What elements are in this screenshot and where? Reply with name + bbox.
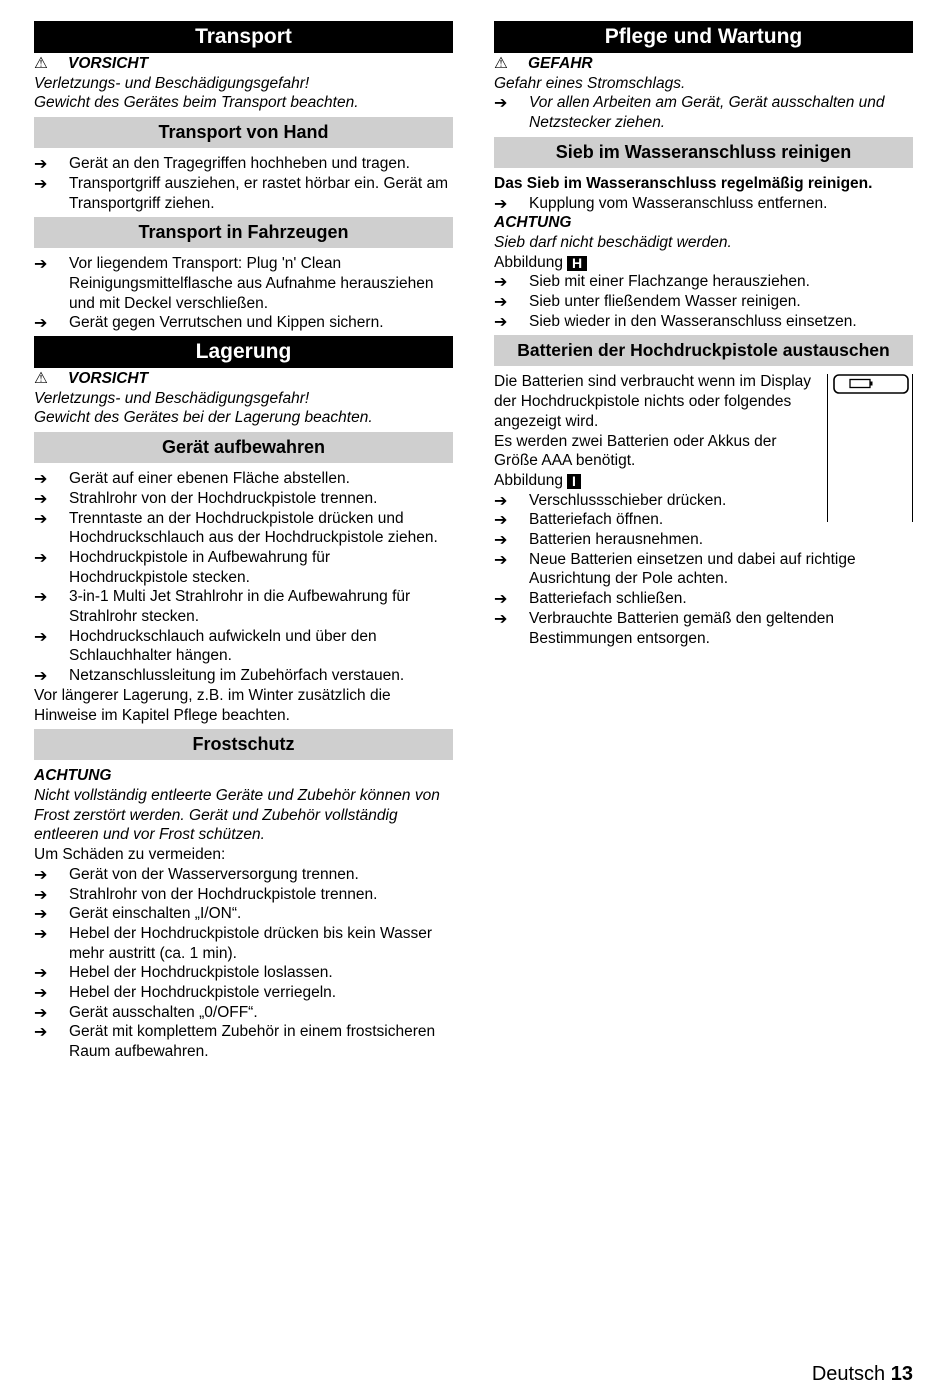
arrow-right-icon: ➔ <box>494 608 508 628</box>
list-item: ➔ Gerät gegen Verrutschen und Kippen sichern. <box>34 313 384 333</box>
arrow-right-icon: ➔ <box>494 510 508 530</box>
figure-label: I <box>567 474 581 489</box>
list-item: ➔ Hochdruckschlauch aufwickeln und über den Schlauchhalter hängen. <box>34 626 377 665</box>
arrow-right-icon: ➔ <box>34 904 48 924</box>
arrow-right-icon: ➔ <box>494 490 508 510</box>
arrow-right-icon: ➔ <box>34 963 48 983</box>
section-title-transport: Transport <box>34 21 453 53</box>
list-item: ➔ Hebel der Hochdruckpistole drücken bis kein Wasser mehr austritt (ca. 1 min). <box>34 923 432 962</box>
warning-triangle-icon: ⚠ <box>34 55 48 72</box>
list-item: ➔ Netzanschlussleitung im Zubehörfach verstauen. <box>34 666 405 686</box>
figure-reference: Abbildung I <box>494 471 913 491</box>
subsection-title-keep: Gerät aufbewahren <box>34 432 453 463</box>
arrow-right-icon: ➔ <box>494 93 508 113</box>
list-item: ➔ Sieb unter fließendem Wasser reinigen. <box>494 292 801 312</box>
figure-label: H <box>567 256 587 271</box>
arrow-right-icon: ➔ <box>34 626 48 646</box>
arrow-right-icon: ➔ <box>34 983 48 1003</box>
footer-language: Deutsch <box>811 1363 886 1385</box>
section-title-storage: Lagerung <box>34 336 453 368</box>
arrow-right-icon: ➔ <box>34 469 48 489</box>
list-item: ➔ Hochdruckpistole in Aufbewahrung für Hochdruckpistole stecken. <box>34 547 331 586</box>
danger-text: Gefahr eines Stromschlags. <box>494 74 686 92</box>
arrow-right-icon: ➔ <box>34 884 48 904</box>
attention-label: ACHTUNG <box>34 767 112 785</box>
warning-storage: ⚠ VORSICHT <box>34 370 149 388</box>
left-column <box>34 21 453 1062</box>
attention-text: Sieb darf nicht beschädigt werden. <box>494 233 732 251</box>
arrow-right-icon: ➔ <box>494 292 508 312</box>
figure-reference: Abbildung H <box>494 253 913 273</box>
empty-battery-icon <box>828 374 912 400</box>
danger-label: ⚠ GEFAHR <box>494 55 593 72</box>
arrow-right-icon: ➔ <box>34 864 48 884</box>
warning-text: Gewicht des Gerätes bei der Lagerung beachten. <box>34 409 373 427</box>
warning-text: Verletzungs- und Beschädigungsgefahr! <box>34 389 310 407</box>
frost-intro: Um Schäden zu vermeiden: <box>34 846 226 864</box>
list-item: ➔ Gerät an den Tragegriffen hochheben und tragen. <box>34 154 410 174</box>
arrow-right-icon: ➔ <box>34 508 48 528</box>
arrow-right-icon: ➔ <box>34 666 48 686</box>
arrow-right-icon: ➔ <box>494 530 508 550</box>
list-item: ➔ Gerät ausschalten „0/OFF“. <box>34 1002 258 1022</box>
subsection-title-by-hand: Transport von Hand <box>34 117 453 148</box>
list-item: ➔ Gerät einschalten „I/ON“. <box>34 904 242 924</box>
subsection-title-frost: Frostschutz <box>34 729 453 760</box>
arrow-right-icon: ➔ <box>34 587 48 607</box>
attention-label: ACHTUNG <box>494 214 572 232</box>
battery-text: Die Batterien sind verbraucht wenn im Display der Hochdruckpistole nichts oder folgendes angezeigt wird. <box>494 373 812 430</box>
warning-triangle-icon: ⚠ <box>34 370 48 388</box>
list-item: ➔ Transportgriff ausziehen, er rastet hörbar ein. Gerät am Transportgriff ziehen. <box>34 173 449 212</box>
warning-text: Verletzungs- und Beschädigungsgefahr! <box>34 74 310 92</box>
list-item: ➔ Vor liegendem Transport: Plug 'n' Clean Reinigungsmittelflasche aus Aufnahme herausziehen und mit Deckel verschließen. <box>34 254 434 312</box>
list-item: ➔ Trenntaste an der Hochdruckpistole drücken und Hochdruckschlauch aus der Hochdruckpistole ziehen. <box>34 508 438 547</box>
subsection-title-batteries: Batterien der Hochdruckpistole austauschen <box>494 335 913 366</box>
arrow-right-icon: ➔ <box>494 272 508 292</box>
list-item: ➔ Strahlrohr von der Hochdruckpistole trennen. <box>34 884 378 904</box>
warning-text: Gewicht des Gerätes beim Transport beachten. <box>34 94 359 112</box>
arrow-right-icon: ➔ <box>34 488 48 508</box>
list-item: ➔ Gerät mit komplettem Zubehör in einem frostsicheren Raum aufbewahren. <box>34 1022 436 1061</box>
list-item: ➔ 3-in-1 Multi Jet Strahlrohr in die Aufbewahrung für Strahlrohr stecken. <box>34 587 411 626</box>
arrow-right-icon: ➔ <box>494 193 508 213</box>
right-column <box>494 21 913 648</box>
warning-triangle-icon: ⚠ <box>494 55 508 72</box>
list-item: ➔ Vor allen Arbeiten am Gerät, Gerät ausschalten und Netzstecker ziehen. <box>494 93 885 132</box>
storage-note: Vor längerer Lagerung, z.B. im Winter zusätzlich die Hinweise im Kapitel Pflege beachten. <box>34 686 391 724</box>
arrow-right-icon: ➔ <box>34 1022 48 1042</box>
arrow-right-icon: ➔ <box>34 173 48 193</box>
list-item: ➔ Strahlrohr von der Hochdruckpistole trennen. <box>34 488 378 508</box>
list-item: ➔ Verbrauchte Batterien gemäß den geltenden Bestimmungen entsorgen. <box>494 608 835 647</box>
arrow-right-icon: ➔ <box>34 1002 48 1022</box>
page-number: 13 <box>890 1363 913 1385</box>
battery-intro <box>494 372 913 510</box>
list-item: ➔ Hebel der Hochdruckpistole loslassen. <box>34 963 333 983</box>
list-item: ➔ Neue Batterien einsetzen und dabei auf richtige Ausrichtung der Pole achten. <box>494 549 856 588</box>
sieve-lead: Das Sieb im Wasseranschluss regelmäßig reinigen. <box>494 174 873 192</box>
arrow-right-icon: ➔ <box>34 313 48 333</box>
list-item: ➔ Batteriefach schließen. <box>494 589 687 609</box>
warning-transport: ⚠ VORSICHT <box>34 55 149 72</box>
list-item: ➔ Sieb mit einer Flachzange herausziehen. <box>494 272 810 292</box>
arrow-right-icon: ➔ <box>494 549 508 569</box>
page-footer <box>812 1362 913 1386</box>
list-item: ➔ Gerät auf einer ebenen Fläche abstellen. <box>34 469 350 489</box>
arrow-right-icon: ➔ <box>34 547 48 567</box>
subsection-title-sieve: Sieb im Wasseranschluss reinigen <box>494 137 913 168</box>
arrow-right-icon: ➔ <box>494 589 508 609</box>
section-title-care: Pflege und Wartung <box>494 21 913 53</box>
attention-text: Nicht vollständig entleerte Geräte und Zubehör können von Frost zerstört werden. Gerät und Zubehör vollständig entleeren und vor Frost schützen. <box>34 786 440 844</box>
list-item: ➔ Batteriefach öffnen. <box>494 510 664 530</box>
list-item: ➔ Verschlussschieber drücken. <box>494 490 727 510</box>
list-item: ➔ Kupplung vom Wasseranschluss entfernen. <box>494 193 828 213</box>
arrow-right-icon: ➔ <box>494 311 508 331</box>
arrow-right-icon: ➔ <box>34 254 48 274</box>
arrow-right-icon: ➔ <box>34 154 48 174</box>
arrow-right-icon: ➔ <box>34 923 48 943</box>
list-item: ➔ Hebel der Hochdruckpistole verriegeln. <box>34 983 337 1003</box>
list-item: ➔ Sieb wieder in den Wasseranschluss einsetzen. <box>494 311 857 331</box>
subsection-title-vehicles: Transport in Fahrzeugen <box>34 217 453 248</box>
list-item: ➔ Gerät von der Wasserversorgung trennen. <box>34 864 359 884</box>
battery-text: Es werden zwei Batterien oder Akkus der Größe AAA benötigt. <box>494 432 777 470</box>
list-item: ➔ Batterien herausnehmen. <box>494 530 704 550</box>
